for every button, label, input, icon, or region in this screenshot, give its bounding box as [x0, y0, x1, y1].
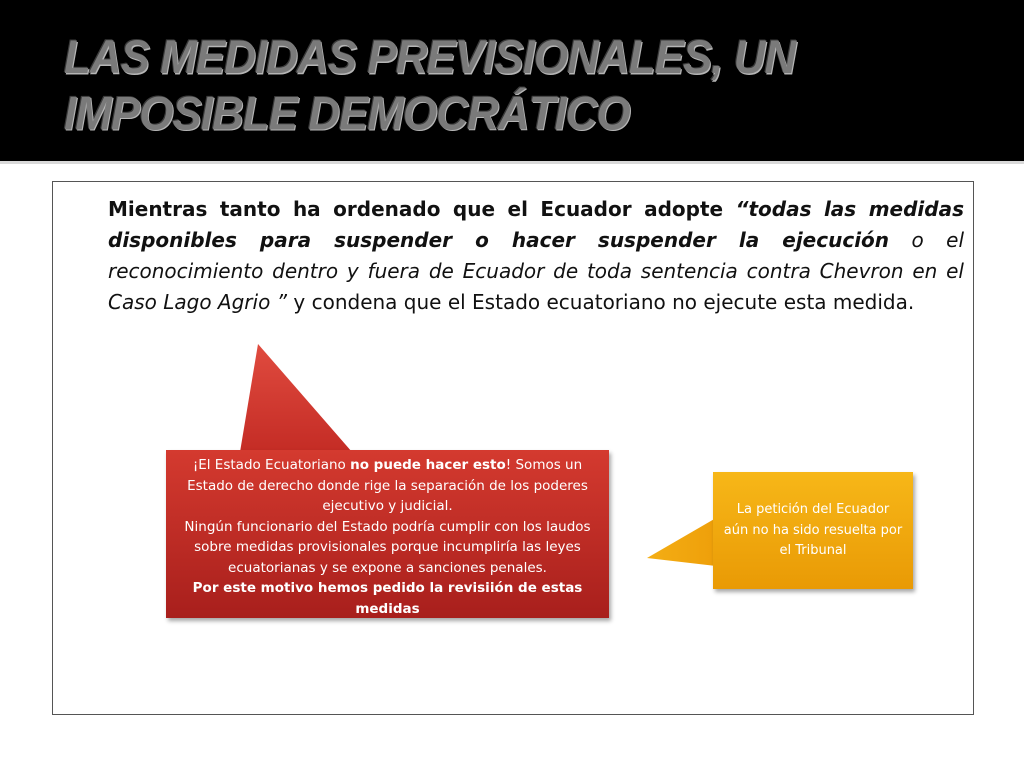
body-text-end: y condena que el Estado ecuatoriano no ejecute esta medida.	[287, 290, 915, 314]
red-callout-pointer	[240, 344, 352, 452]
open-quote: “	[735, 197, 749, 221]
body-text-quoted: todas las medidas disponibles para suspender o hacer suspender la ejecución	[108, 197, 964, 252]
orange-callout-pointer	[647, 518, 716, 566]
red-callout-text: ¡El Estado Ecuatoriano	[192, 457, 351, 473]
red-callout-emphasis: no puede hacer esto	[350, 457, 506, 473]
body-text-intro: Mientras tanto ha ordenado que el Ecuador adopte	[108, 197, 736, 221]
orange-callout-box	[713, 472, 913, 589]
red-callout-line3: Por este motivo hemos pedido la revisiión de estas medidas	[192, 580, 583, 617]
close-quote: ”	[276, 290, 288, 314]
red-callout-line2: Ningún funcionario del Estado podría cumplir con los laudos sobre medidas provisionales porque incumpliría las leyes ecuatorianas y se expone a sanciones penales.	[184, 518, 591, 576]
red-callout-box	[166, 450, 609, 618]
slide-title: LAS MEDIDAS PREVISIONALES, UN IMPOSIBLE DEMOCRÁTICO	[64, 31, 796, 141]
red-callout-text: ! Somos un Estado de derecho donde rige la separación de los poderes ejecutivo y judicial.	[187, 457, 588, 514]
orange-callout-text: La petición del Ecuador aún no ha sido resuelta por el Tribunal	[723, 502, 903, 558]
body-text-italic: o el reconocimiento dentro y fuera de Ecuador de toda sentencia contra Chevron en el Caso Lago Agrio	[108, 228, 964, 314]
red-callout-line1	[178, 455, 597, 517]
